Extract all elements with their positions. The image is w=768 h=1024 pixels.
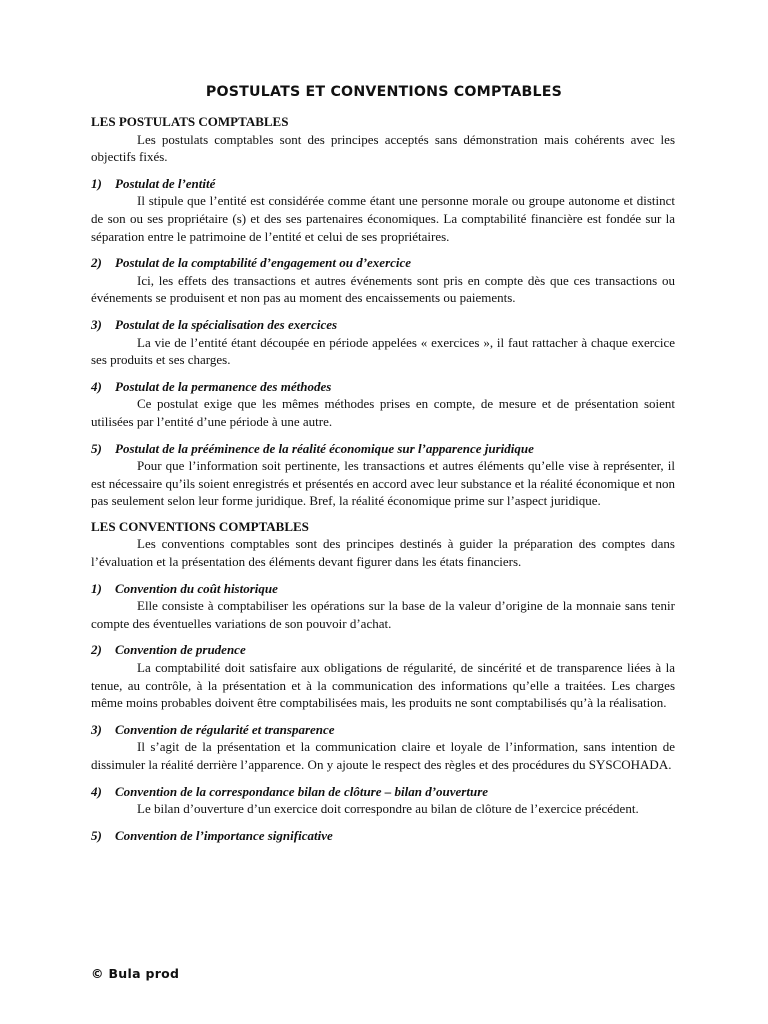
item-number: 2) [91,642,102,658]
item-text: Ici, les effets des transactions et autres événements sont pris en compte dès que ces transactions ou événements se produisent et non pas au moment des encaissements ou paiements. [91,272,675,306]
item-title-text: Convention du coût historique [115,580,278,596]
item-number: 4) [91,783,102,799]
item-title [91,641,675,659]
item-number: 3) [91,316,102,332]
item-text: Il stipule que l’entité est considérée comme étant une personne morale ou groupe autonome et distinct de son ou ses propriétaire (s) et des ses partenaires économiques. La comptabilité financière est fondée sur la séparation entre le patrimoine de l’entité et celui de ses propriétaires. [91,193,675,244]
convention-item [91,721,675,774]
postulat-item [91,254,675,307]
postulat-item [91,316,675,369]
item-number: 1) [91,580,102,596]
item-title-text: Postulat de la spécialisation des exercices [115,316,338,332]
section-heading-postulats: LES POSTULATS COMPTABLES [91,114,289,129]
item-title [91,440,675,458]
item-title-text: Convention de prudence [115,642,246,658]
item-number: 4) [91,378,102,394]
item-text: Elle consiste à comptabiliser les opérations sur la base de la valeur d’origine de la monnaie sans tenir compte des éventuelles variations de son pouvoir d’achat. [91,598,675,631]
item-text: Il s’agit de la présentation et la communication claire et loyale de l’information, sans intention de dissimuler la réalité derrière l’apparence. On y ajoute le respect des règles et des procédures du SYSCOHADA. [91,739,675,772]
item-number: 5) [91,827,102,843]
footer-copyright: © Bula prod [91,966,180,981]
item-number: 3) [91,721,102,737]
item-title-text: Postulat de la prééminence de la réalité économique sur l’apparence juridique [115,440,534,456]
convention-item [91,827,675,845]
item-number: 5) [91,440,102,456]
section-heading-conventions: LES CONVENTIONS COMPTABLES [91,518,309,534]
item-title [91,783,675,801]
item-title [91,721,675,739]
convention-item [91,783,675,818]
item-title [91,175,675,193]
section-intro-conventions: Les conventions comptables sont des principes destinés à guider la préparation des comptes dans l’évaluation et la présentation des éléments devant figurer dans les états financiers. [91,536,675,570]
postulat-item [91,378,675,431]
item-text: La vie de l’entité étant découpée en période appelées « exercices », il faut rattacher à chaque exercice ses produits et ses charges. [91,334,675,368]
item-title-text: Convention de la correspondance bilan de clôture – bilan d’ouverture [115,783,489,799]
convention-item [91,580,675,633]
item-title-text: Postulat de l’entité [115,175,216,191]
item-title [91,827,675,845]
page-title: POSTULATS ET CONVENTIONS COMPTABLES [205,84,563,100]
convention-item [91,641,675,711]
item-title [91,316,675,334]
section-intro-postulats: Les postulats comptables sont des principes acceptés sans démonstration mais cohérents avec les objectifs fixés. [91,131,675,165]
item-title [91,254,675,272]
item-text: Pour que l’information soit pertinente, les transactions et autres éléments qu’elle vise à représenter, il est nécessaire qu’ils soient enregistrés et présentés en accord avec leur substance et la réalité économique et non pas seulement selon leur forme juridique. Bref, la réalité économique prime sur l’aspect juridique. [91,458,675,509]
item-text: La comptabilité doit satisfaire aux obligations de régularité, de sincérité et de transparence liées à la tenue, au contrôle, à la présentation et à la communication des informations qu’elle a traitées. Les charges même moins probables doivent être comptabilisées mais, les produits ne sont comptabilisés qu’à la réalisation. [91,660,675,711]
item-title-text: Postulat de la permanence des méthodes [115,378,332,394]
item-title [91,378,675,396]
item-number: 1) [91,175,102,191]
document-body [91,113,675,844]
item-title [91,580,675,598]
item-text: Le bilan d’ouverture d’un exercice doit correspondre au bilan de clôture de l’exercice précédent. [137,801,639,817]
item-title-text: Postulat de la comptabilité d’engagement ou d’exercice [115,255,412,271]
item-title-text: Convention de régularité et transparence [115,721,335,737]
postulat-item [91,175,675,245]
postulat-item [91,440,675,510]
item-title-text: Convention de l’importance significative [115,827,333,843]
item-number: 2) [91,255,102,271]
item-text: Ce postulat exige que les mêmes méthodes prises en compte, de mesure et de présentation soient utilisées par l’entité d’une période à une autre. [91,396,675,429]
